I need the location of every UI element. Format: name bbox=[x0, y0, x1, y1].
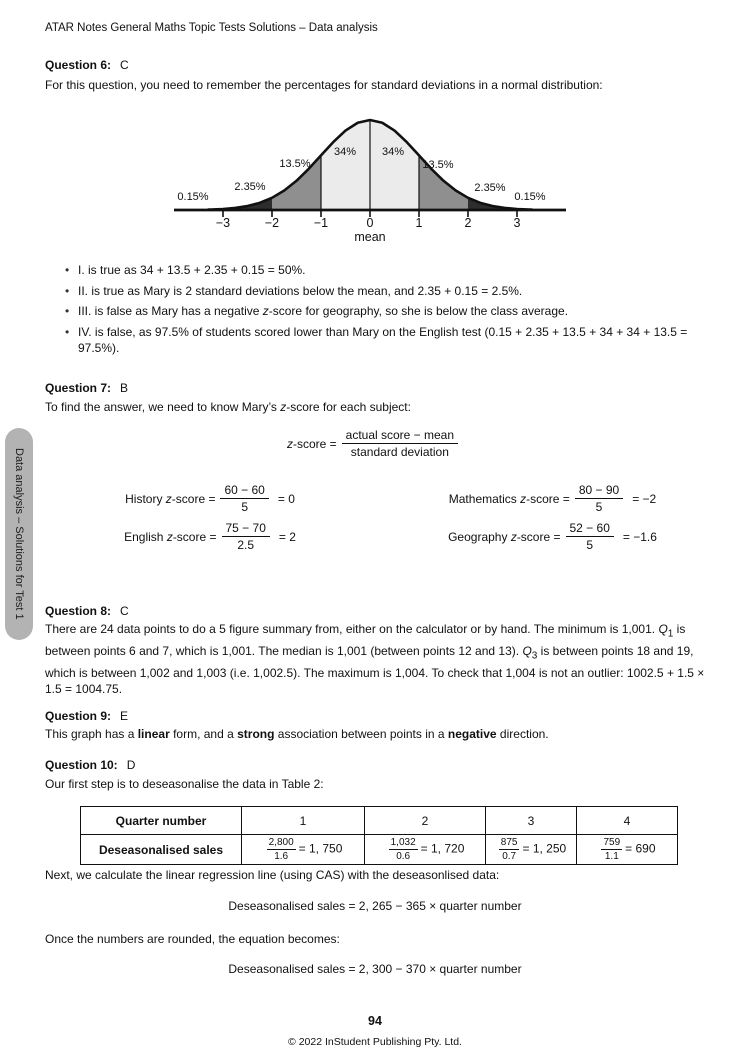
question-7-label: Question 7: bbox=[45, 381, 112, 395]
table-header-label: Quarter number bbox=[81, 807, 242, 835]
english-fraction: $\frac{75 - 70}{2.5}$ bbox=[222, 521, 270, 552]
bullet-text: II. is true as Mary is 2 standard deviations below the mean, and 2.35 + 0.15 = 2.5%. bbox=[78, 283, 523, 298]
quarter-3-header: 3 bbox=[486, 807, 577, 835]
regression-equation-2: Deseasonalised sales = 2, 300 − 370 × quarter number bbox=[228, 962, 522, 976]
label-inner-right: 34% bbox=[381, 146, 405, 158]
question-7-intro: To find the answer, we need to know Mary’s z-score for each subject: bbox=[45, 400, 411, 414]
fraction-numerator: actual score − mean bbox=[342, 428, 458, 444]
question-7-answer: B bbox=[120, 381, 129, 395]
label-inner-left: 34% bbox=[333, 146, 357, 158]
history-zscore: History z-score = $\frac{60 - 60}{5}$ = 0 bbox=[125, 483, 295, 514]
english-result: = 2 bbox=[278, 529, 296, 544]
label-outer-right: 2.35% bbox=[474, 182, 506, 194]
question-6-answer: C bbox=[120, 58, 129, 72]
tick-label-minus2: −2 bbox=[264, 216, 280, 230]
question-9-paragraph: This graph has a linear form, and a strong association between points in a negative direction. bbox=[45, 727, 549, 741]
table-data-row bbox=[81, 835, 678, 865]
bullet-glyph: • bbox=[65, 324, 70, 339]
question-6-intro: For this question, you need to remember the percentages for standard deviations in a normal distribution: bbox=[45, 78, 603, 92]
regression-equation-1: Deseasonalised sales = 2, 265 − 365 × quarter number bbox=[228, 899, 522, 913]
question-8-answer: C bbox=[120, 604, 129, 618]
quarter-2-cell: $\frac{1,032}{0.6}$ = 1, 720 bbox=[365, 835, 486, 865]
label-mid-right: 13.5% bbox=[422, 159, 454, 171]
geography-zscore: Geography z-score = $\frac{52 - 60}{5}$ = −1.6 bbox=[448, 521, 657, 552]
zscore-left-column bbox=[45, 483, 375, 559]
fraction-denominator: standard deviation bbox=[350, 445, 449, 459]
bullet-glyph: • bbox=[65, 304, 70, 318]
question-9-answer: E bbox=[120, 709, 129, 723]
bullet-item-3 bbox=[65, 303, 705, 320]
question-6-heading bbox=[45, 58, 705, 72]
geography-result: = −1.6 bbox=[622, 529, 657, 544]
bullet-glyph: • bbox=[65, 263, 70, 277]
regression-intro: Next, we calculate the linear regression line (using CAS) with the deseasonlised data: bbox=[45, 868, 500, 882]
zscore-formula bbox=[45, 428, 705, 459]
bullet-item-1 bbox=[65, 262, 705, 279]
english-zscore: English z-score = $\frac{75 - 70}{2.5}$ = 2 bbox=[124, 521, 296, 552]
page-header: ATAR Notes General Maths Topic Tests Solutions – Data analysis bbox=[45, 22, 378, 34]
question-10-heading bbox=[45, 758, 705, 772]
question-6-label: Question 6: bbox=[45, 58, 112, 72]
tick-label-zero: 0 bbox=[366, 216, 374, 230]
tick-label-plus2: 2 bbox=[464, 216, 472, 230]
label-outer-left: 2.35% bbox=[234, 181, 266, 193]
copyright-notice: © 2022 InStudent Publishing Pty. Ltd. bbox=[288, 1036, 462, 1048]
quarter-3-cell: $\frac{875}{0.7}$ = 1, 250 bbox=[486, 835, 577, 865]
bullet-text: I. is true as 34 + 13.5 + 2.35 + 0.15 = 50%. bbox=[78, 263, 306, 277]
bullet-item-2 bbox=[65, 283, 705, 300]
rounding-note: Once the numbers are rounded, the equation becomes: bbox=[45, 932, 340, 946]
mathematics-result: = −2 bbox=[632, 491, 657, 506]
deseasonalised-sales-table bbox=[80, 806, 678, 865]
table-header-row bbox=[81, 807, 678, 835]
question-7-heading bbox=[45, 381, 705, 395]
label-tail-left: 0.15% bbox=[177, 191, 209, 203]
page-number: 94 bbox=[368, 1014, 382, 1028]
question-9-heading bbox=[45, 709, 705, 723]
formula-lhs: z-score = bbox=[286, 436, 337, 451]
tick-label-plus1: 1 bbox=[415, 216, 423, 230]
question-10-label: Question 10: bbox=[45, 758, 118, 772]
history-fraction: $\frac{60 - 60}{5}$ bbox=[220, 483, 268, 514]
quarter-1-cell: $\frac{2,800}{1.6}$ = 1, 750 bbox=[242, 835, 365, 865]
question-10-intro: Our first step is to deseasonalise the data in Table 2: bbox=[45, 777, 324, 791]
mathematics-zscore: Mathematics z-score = $\frac{80 - 90}{5}$ = −2 bbox=[448, 483, 657, 514]
bullet-glyph: • bbox=[65, 283, 70, 298]
question-8-heading bbox=[45, 604, 705, 618]
bullet-text: IV. is false, as 97.5% of students scored lower than Mary on the English test (0.15 + 2.35 + 13.5 + 34 + 34 + 13.5 = 97.5%). bbox=[78, 324, 688, 355]
question-10-answer: D bbox=[126, 758, 136, 772]
bell-curve-chart bbox=[160, 110, 580, 250]
tick-label-minus3: −3 bbox=[215, 216, 231, 230]
geography-fraction: $\frac{52 - 60}{5}$ bbox=[566, 521, 614, 552]
zscore-calculations bbox=[45, 483, 705, 559]
label-tail-right: 0.15% bbox=[514, 191, 546, 203]
formula-fraction bbox=[342, 428, 458, 459]
table-row-label: Deseasonalised sales bbox=[81, 835, 242, 865]
mean-label: mean bbox=[354, 230, 386, 244]
normal-distribution-diagram bbox=[160, 110, 580, 250]
zscore-right-column bbox=[375, 483, 705, 559]
tick-label-plus3: 3 bbox=[513, 216, 521, 230]
history-result: = 0 bbox=[277, 491, 295, 506]
quarter-4-header: 4 bbox=[577, 807, 678, 835]
quarter-1-header: 1 bbox=[242, 807, 365, 835]
bullet-item-4 bbox=[65, 324, 705, 357]
quarter-2-header: 2 bbox=[365, 807, 486, 835]
quarter-4-cell: $\frac{759}{1.1}$ = 690 bbox=[577, 835, 678, 865]
question-8-label: Question 8: bbox=[45, 604, 112, 618]
question-6-bullet-list bbox=[65, 262, 705, 361]
question-9-label: Question 9: bbox=[45, 709, 112, 723]
bullet-text: III. is false as Mary has a negative z-score for geography, so she is below the class average. bbox=[78, 304, 569, 318]
tick-label-minus1: −1 bbox=[313, 216, 329, 230]
mathematics-fraction: $\frac{80 - 90}{5}$ bbox=[575, 483, 623, 514]
question-8-paragraph: There are 24 data points to do a 5 figure summary from, either on the calculator or by hand. The minimum is 1,001. $Q_1$ is between points 6 and 7, which is 1,001. The median is 1,001 (between points 12 and 13). $Q_3$ is between points 18 and 19, which is between 1,002 and 1,003 (i.e. 1,002.5). The maximum is 1,004. To check that 1,004 is not an outlier: 1002.5 + 1.5 × 1.5 = 1004.75. bbox=[45, 622, 705, 697]
label-mid-left: 13.5% bbox=[279, 158, 311, 170]
section-side-tab: Data analysis – Solutions for Test 1 bbox=[5, 428, 33, 640]
